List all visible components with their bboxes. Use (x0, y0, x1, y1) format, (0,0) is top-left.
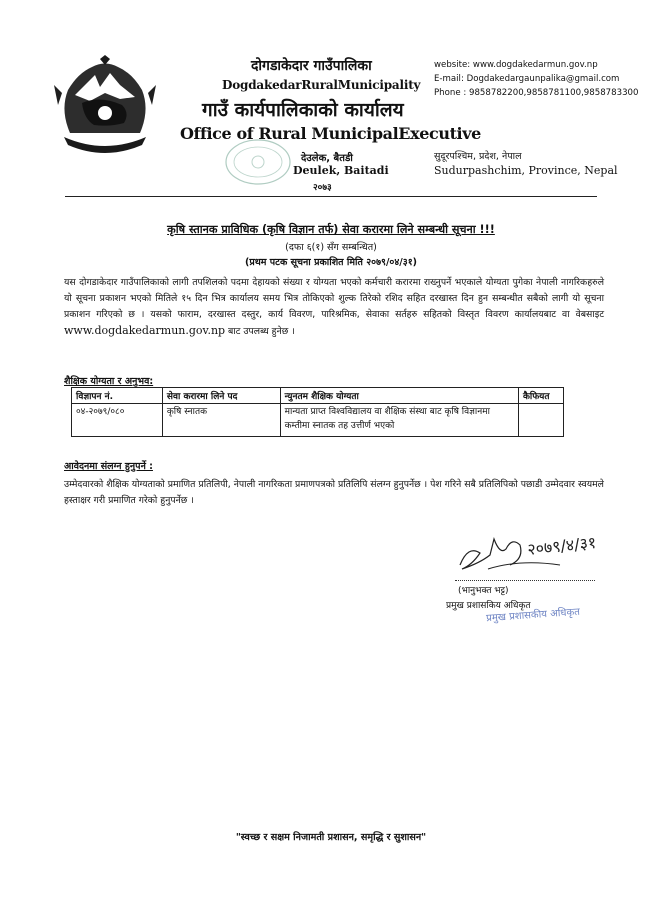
municipality-name-english: DogdakedarRuralMunicipality (222, 78, 421, 92)
application-heading: आवेदनमा संलग्न हुनुपर्ने : (64, 461, 153, 472)
qualification-table (71, 387, 564, 437)
designation-stamp: प्रमुख प्रशासकीय अधिकृत (485, 606, 581, 625)
signatory-designation: प्रमुख प्रशासकिय अधिकृत (446, 601, 531, 611)
cell-ad-number: ०४-२०७९/०८० (72, 404, 163, 437)
footer-motto: "स्वच्छ र सक्षम निजामती प्रशासन, समृद्धि र सुशासन" (235, 832, 427, 843)
notice-body-text: यस दोगडाकेदार गाउँपालिकाको लागी तपशिलको पदमा देहायको संख्या र योग्यता भएको कर्मचारी करारमा राख्नुपर्ने भएकाले योग्यता पुगेका नेपाली नागरिकहरुले यो सूचना प्रकाशन भएको मितिले १५ दिन भित्र कार्यालय समय भित्र तोकिएको शुल्क तिरेको रशिद सहित दरखास्त दिन हुन सम्बन्धीत सबैको लागी यो सूचना प्रकाशन गरिएको छ । यसको फाराम, दरखास्त दस्तुर, कार्य विवरण, पारिश्रमिक, सेवाका सर्तहरु सहितको विस्तृत विवरण कार्यालयबाट वा वेबसाइट (64, 277, 604, 320)
website-link[interactable]: www.dogdakedarmun.gov.np (64, 324, 226, 337)
notice-body (64, 275, 604, 340)
header-qualification: न्युनतम शैक्षिक योग्यता (280, 388, 518, 404)
establishment-year: २०७३ (313, 183, 332, 193)
phone-text: Phone : 9858782200,9858781100,9858783300 (434, 88, 639, 98)
table-row (72, 404, 564, 437)
office-stamp (223, 136, 293, 188)
cell-qualification: मान्यता प्राप्त विश्वविद्यालय वा शैक्षिक संस्था बाट कृषि विज्ञानमा कम्तीमा स्नातक तह उत्तीर्ण भएको (280, 404, 518, 437)
province-english: Sudurpashchim, Province, Nepal (434, 164, 618, 177)
publication-date: (प्रथम पटक सूचना प्रकाशित मिति २०७९/०४/३१) (244, 257, 418, 268)
header-post: सेवा करारमा लिने पद (162, 388, 280, 404)
table-header-row (72, 388, 564, 404)
cell-remarks (519, 404, 564, 437)
address-english: Deulek, Baitadi (293, 164, 389, 177)
notice-title: कृषि स्तानक प्राविधिक (कृषि विज्ञान तर्फ) सेवा करारमा लिने सम्बन्धी सूचना !!! (167, 223, 495, 236)
office-name-english: Office of Rural MunicipalExecutive (180, 124, 481, 143)
cell-post: कृषि स्नातक (162, 404, 280, 437)
nepal-emblem-logo (50, 55, 160, 155)
signature-date: २०७९/४/३१ (526, 532, 598, 559)
email-text: E-mail: Dogdakedargaunpalika@gmail.com (434, 74, 620, 84)
header-divider (65, 196, 597, 197)
header-remarks: कैफियत (519, 388, 564, 404)
application-text: उम्मेदवारको शैक्षिक योग्यताको प्रमाणित प्रतिलिपी, नेपाली नागरिकता प्रमाणपत्रको प्रतिलिपि संलग्न हुनुपर्नेछ । पेश गरिने सबै प्रतिलिपिको पछाडी उम्मेदवार स्वयमले हस्ताक्षर गरी प्रमाणित गरेको हुनुपर्नेछ । (64, 479, 604, 506)
website-text: website: www.dogdakedarmun.gov.np (434, 60, 598, 70)
signature (450, 525, 600, 585)
notice-subtitle: (दफा ६(१) सँग सम्बन्धित) (285, 242, 377, 253)
address-nepali: देउलेक, बैतडी (301, 153, 353, 164)
header-ad-number: विज्ञापन नं. (72, 388, 163, 404)
municipality-name-nepali: दोगडाकेदार गाउँपालिका (251, 58, 372, 74)
office-name-nepali: गाउँ कार्यपालिकाको कार्यालय (202, 99, 404, 121)
signature-line (455, 580, 595, 581)
notice-body-end: बाट उपलब्ध हुनेछ । (228, 326, 295, 337)
signatory-name: (भानुभक्त भट्ट) (458, 586, 509, 596)
contact-block (434, 58, 638, 100)
province-nepali: सुदूरपश्चिम, प्रदेश, नेपाल (434, 151, 522, 162)
qualification-heading: शैक्षिक योग्यता र अनुभव: (64, 376, 154, 387)
